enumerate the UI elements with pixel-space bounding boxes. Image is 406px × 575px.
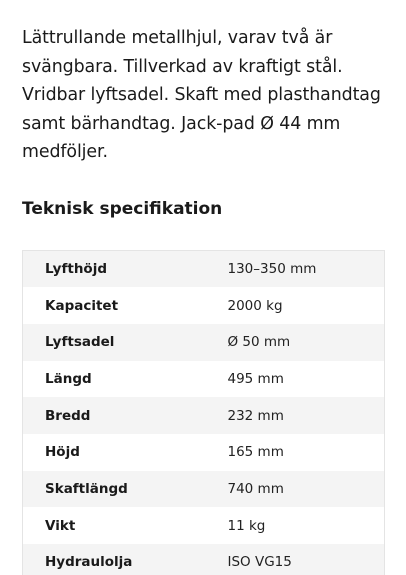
- spec-heading: Teknisk specifikation: [22, 199, 223, 219]
- spec-value: 495 mm: [226, 361, 385, 398]
- spec-value: 740 mm: [226, 471, 385, 508]
- spec-value: 130–350 mm: [226, 251, 385, 288]
- product-description: Lättrullande metallhjul, varav två är svängbara. Tillverkad av kraftigt stål. Vridbar lyftsadel. Skaft med plasthandtag samt bärhandtag. Jack-pad Ø 44 mm medföljer.: [22, 28, 381, 162]
- spec-value: Ø 50 mm: [226, 324, 385, 361]
- spec-label: Längd: [23, 361, 226, 398]
- spec-row-bredd: [23, 397, 385, 434]
- spec-label: Lyfthöjd: [23, 251, 226, 288]
- spec-label: Hydraulolja: [23, 544, 226, 575]
- spec-value: 2000 kg: [226, 287, 385, 324]
- spec-row-lyfthojd: [23, 251, 385, 288]
- spec-label: Vikt: [23, 507, 226, 544]
- spec-label: Höjd: [23, 434, 226, 471]
- spec-value: 11 kg: [226, 507, 385, 544]
- spec-value: ISO VG15: [226, 544, 385, 575]
- spec-row-vikt: [23, 507, 385, 544]
- spec-label: Lyftsadel: [23, 324, 226, 361]
- spec-value: 165 mm: [226, 434, 385, 471]
- spec-value: 232 mm: [226, 397, 385, 434]
- spec-row-skaftlangd: [23, 471, 385, 508]
- spec-row-hojd: [23, 434, 385, 471]
- spec-label: Kapacitet: [23, 287, 226, 324]
- spec-label: Skaftlängd: [23, 471, 226, 508]
- spec-table: [22, 250, 385, 575]
- spec-label: Bredd: [23, 397, 226, 434]
- spec-row-hydraulolja: [23, 544, 385, 575]
- spec-row-langd: [23, 361, 385, 398]
- spec-row-kapacitet: [23, 287, 385, 324]
- spec-row-lyftsadel: [23, 324, 385, 361]
